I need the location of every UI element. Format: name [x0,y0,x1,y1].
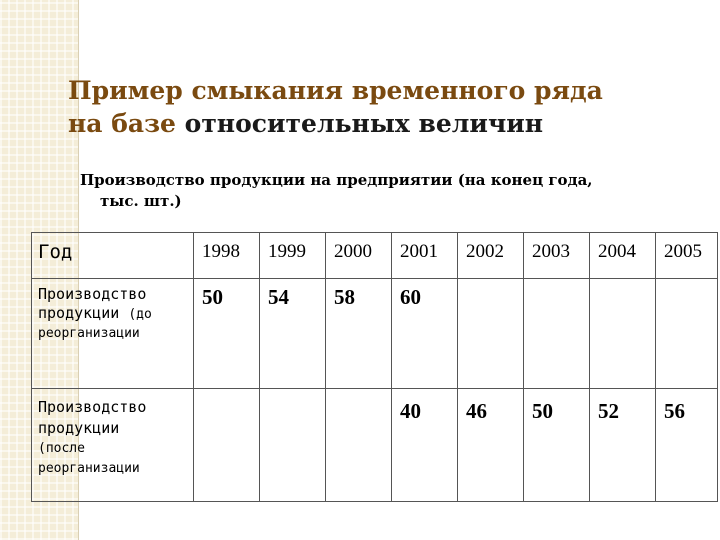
value-cell: 52 [590,389,656,502]
header-cell-year: 2000 [326,233,392,279]
table-header-row [32,233,718,279]
header-cell-year: 2005 [656,233,718,279]
header-cell-year: 2001 [392,233,458,279]
value-cell [656,279,718,389]
title-line-1: Пример смыкания временного ряда [68,76,603,105]
title-line-2-accent: на базе [68,109,176,138]
title-line-2-plain: относительных величин [175,109,544,138]
header-cell-year: 1999 [260,233,326,279]
caption-line-2: тыс. шт.) [100,192,182,210]
value-cell: 50 [194,279,260,389]
value-cell [458,279,524,389]
row-label-sub-1: (после [38,441,85,456]
header-cell-year: 2003 [524,233,590,279]
value-cell [524,279,590,389]
header-cell-year: 2002 [458,233,524,279]
value-cell: 50 [524,389,590,502]
caption-line-1: Производство продукции на предприятии (на конец года, [80,171,593,189]
value-cell: 60 [392,279,458,389]
value-cell: 46 [458,389,524,502]
table-row-after-reorg [32,389,718,502]
row-label-cell [32,279,194,389]
value-cell: 40 [392,389,458,502]
production-table [31,232,718,502]
value-cell [590,279,656,389]
header-cell-year: 2004 [590,233,656,279]
header-cell-year: 1998 [194,233,260,279]
row-label-sub-2: реорганизации [38,461,140,476]
header-cell-label: Год [32,233,194,279]
value-cell: 54 [260,279,326,389]
row-label-cell [32,389,194,502]
row-label-main: Производство продукции [38,398,147,437]
value-cell: 56 [656,389,718,502]
row-label-sub: реорганизации [38,326,140,341]
slide-title [68,74,708,140]
value-cell [260,389,326,502]
table-row-before-reorg [32,279,718,389]
row-label-note: (до [128,307,152,322]
value-cell [194,389,260,502]
value-cell: 58 [326,279,392,389]
value-cell [326,389,392,502]
table-caption [80,170,680,212]
row-label-main: Производство продукции [38,285,147,322]
